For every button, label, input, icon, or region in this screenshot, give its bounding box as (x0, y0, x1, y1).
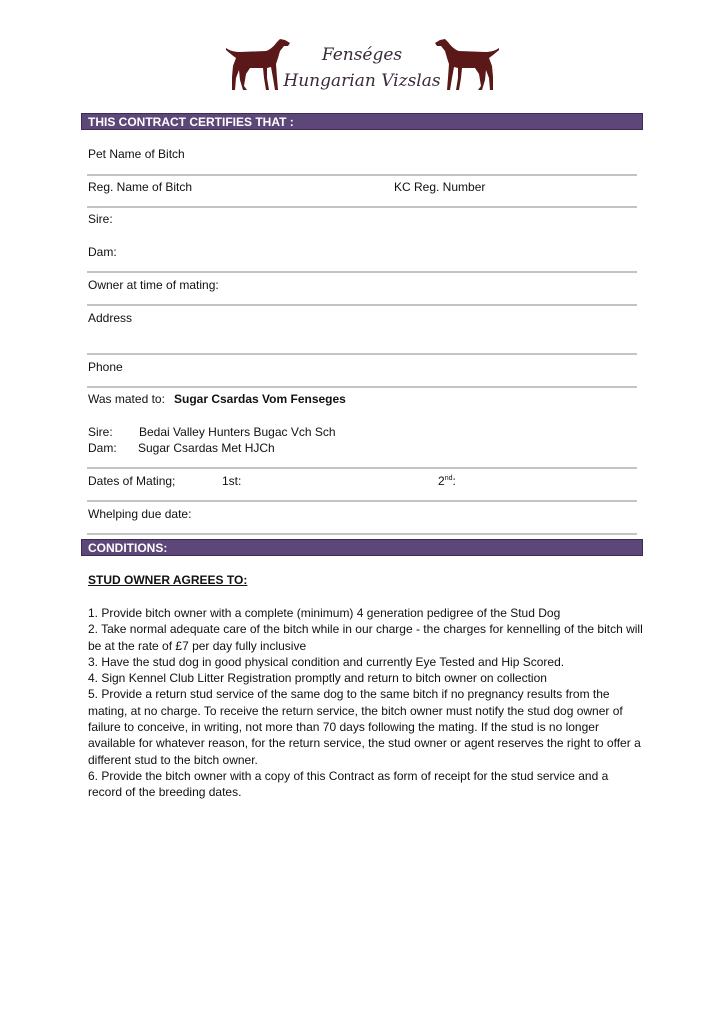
condition-item: 3. Have the stud dog in good physical condition and currently Eye Tested and Hip Scored. (88, 654, 565, 669)
pet-name-label: Pet Name of Bitch (88, 147, 185, 161)
mated-to-value: Sugar Csardas Vom Fenseges (174, 392, 346, 406)
divider (87, 500, 637, 502)
address-label: Address (88, 311, 133, 325)
phone-label: Phone (88, 360, 123, 374)
reg-name-label: Reg. Name of Bitch (88, 180, 193, 194)
divider (87, 304, 637, 306)
right-dog-icon (435, 39, 499, 90)
second-date-label: 2nd: (438, 474, 456, 488)
owner-label: Owner at time of mating: (88, 278, 219, 292)
divider (87, 174, 637, 176)
stud-dam-value: Sugar Csardas Met HJCh (138, 441, 275, 455)
sire-label: Sire: (88, 212, 113, 226)
condition-item: 6. Provide the bitch owner with a copy of this Contract as form of receipt for the stud service and a record of the breeding dates. (88, 768, 609, 800)
condition-item: 5. Provide a return stud service of the same dog to the same bitch if no pregnancy results from the mating, at no charge. To receive the return service, the bitch owner must notify the stud dog owner of failure to conceive, in writing, not more than 70 days following the mating. If the stud is no longer available for whatever reason, for the return service, the stud owner or agent reserves the right to offer a different stud to the bitch owner. (88, 687, 641, 767)
section-header-contract: THIS CONTRACT CERTIFIES THAT : (81, 113, 643, 130)
logo-line1: Fenséges (321, 45, 403, 65)
divider (87, 533, 637, 535)
first-date-label: 1st: (222, 474, 242, 488)
stud-dam-label: Dam: (88, 441, 117, 455)
whelping-due-label: Whelping due date: (88, 507, 192, 521)
kennel-logo (220, 34, 505, 96)
section-header-conditions: CONDITIONS: (81, 539, 643, 556)
stud-sire-value: Bedai Valley Hunters Bugac Vch Sch (139, 425, 336, 439)
stud-sire-label: Sire: (88, 425, 113, 439)
divider (87, 353, 637, 355)
condition-item: 2. Take normal adequate care of the bitch while in our charge - the charges for kennelling of the bitch will be at the rate of £7 per day fully inclusive (88, 622, 643, 653)
divider (87, 386, 637, 388)
mated-to-label: Was mated to: (88, 392, 165, 406)
divider (87, 271, 637, 273)
dates-of-mating-label: Dates of Mating; (88, 474, 176, 488)
divider (87, 467, 637, 469)
condition-item: 1. Provide bitch owner with a complete (minimum) 4 generation pedigree of the Stud Dog (88, 606, 561, 620)
left-dog-icon (226, 39, 290, 90)
conditions-list (88, 605, 643, 801)
stud-owner-agrees-heading: STUD OWNER AGREES TO: (88, 573, 248, 587)
logo-line2: Hungarian Vizslas (283, 71, 441, 91)
kc-reg-label: KC Reg. Number (394, 180, 486, 194)
divider (87, 206, 637, 208)
dam-label: Dam: (88, 245, 117, 259)
condition-item: 4. Sign Kennel Club Litter Registration promptly and return to bitch owner on collection (88, 671, 547, 686)
